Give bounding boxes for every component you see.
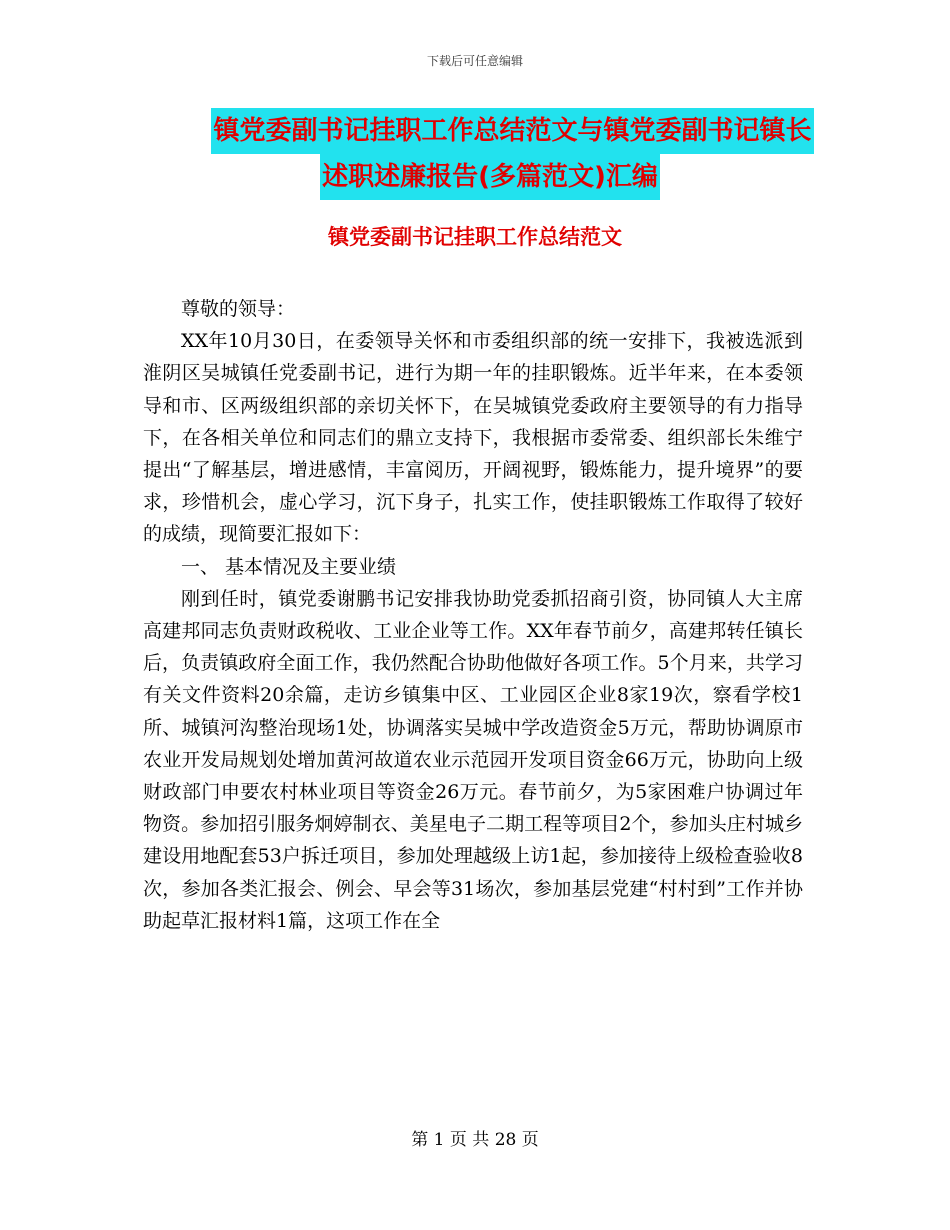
body-paragraph: 刚到任时，镇党委谢鹏书记安排我协助党委抓招商引资，协同镇人大主席高建邦同志负责财政税收、工业企业等工作。XX年春节前夕，高建邦转任镇长后，负责镇政府全面工作，我仍然配合协助他做好各项工作。5个月来，共学习有关文件资料20余篇，走访乡镇集中区、工业园区企业8家19次，察看学校1所、城镇河沟整治现场1处，协调落实吴城中学改造资金5万元，帮助协调原市农业开发局规划处增加黄河故道农业示范园开发项目资金66万元，协助向上级财政部门申要农村林业项目等资金26万元。春节前夕，为5家困难户协调过年物资。参加招引服务炯婷制衣、美星电子二期工程等项目2个，参加头庄村城乡建设用地配套53户拆迁项目，参加处理越级上访1起，参加接待上级检查验收8次，参加各类汇报会、例会、早会等31场次，参加基层党建“村村到”工作并协助起草汇报材料1篇，这项工作在全 (143, 587, 803, 932)
document-title-line-2: 述职述廉报告(多篇范文)汇编 (320, 154, 660, 200)
page-header: 下载后可任意编辑 (426, 54, 523, 68)
document-title (145, 108, 835, 200)
subheading-paragraph: 一、 基本情况及主要业绩 (181, 555, 397, 578)
page-footer: 第 1 页 共 28 页 (411, 1130, 539, 1150)
document-body (143, 293, 803, 937)
document-title-line-1: 镇党委副书记挂职工作总结范文与镇党委副书记镇长 (211, 108, 813, 154)
salutation-paragraph: 尊敬的领导： (181, 298, 296, 320)
body-paragraph: XX年10月30日，在委领导关怀和市委组织部的统一安排下，我被选派到淮阴区吴城镇任党委副书记，进行为期一年的挂职锻炼。近半年来，在本委领导和市、区两级组织部的亲切关怀下，在吴城镇党委政府主要领导的有力指导下，在各相关单位和同志们的鼎立支持下，我根据市委常委、组织部长朱维宁提出“了解基层，增进感情，丰富阅历，开阔视野，锻炼能力，提升境界”的要求，珍惜机会，虚心学习，沉下身子，扎实工作，使挂职锻炼工作取得了较好的成绩，现简要汇报如下： (143, 330, 803, 546)
section-title: 镇党委副书记挂职工作总结范文 (328, 225, 622, 249)
